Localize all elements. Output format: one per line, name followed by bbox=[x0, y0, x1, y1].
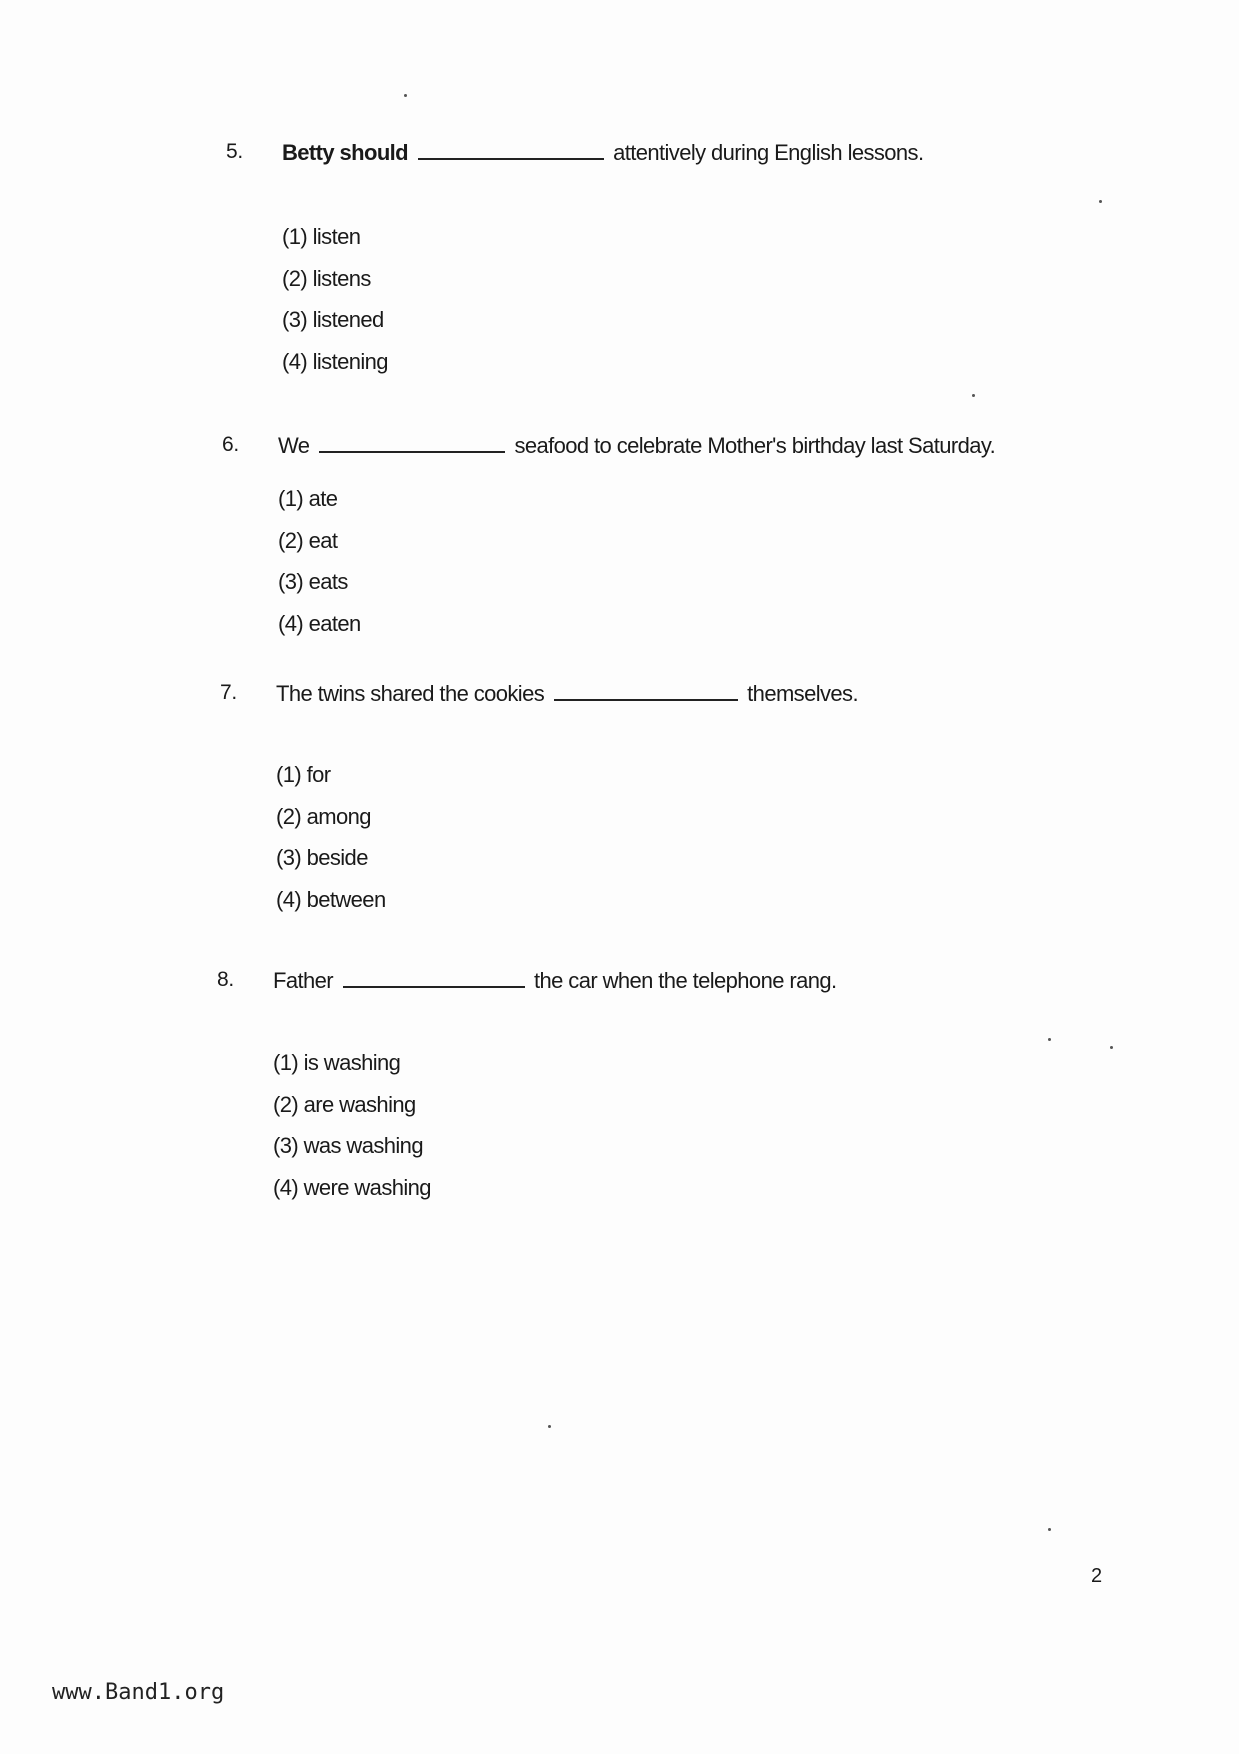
options-list bbox=[278, 484, 361, 650]
question-number: 7. bbox=[220, 681, 237, 704]
options-list bbox=[282, 222, 388, 388]
watermark: www.Band1.org bbox=[52, 1680, 225, 1705]
stem-after: seafood to celebrate Mother's birthday last Saturday. bbox=[514, 433, 996, 458]
option-1: (1) listen bbox=[282, 224, 361, 249]
stem-after: themselves. bbox=[747, 681, 858, 706]
question-stem bbox=[278, 433, 995, 459]
scan-speck bbox=[972, 394, 975, 397]
option-3: (3) eats bbox=[278, 569, 348, 594]
option-3: (3) beside bbox=[276, 845, 368, 870]
option-3: (3) was washing bbox=[273, 1133, 423, 1158]
answer-blank bbox=[554, 697, 738, 701]
option-1: (1) is washing bbox=[273, 1050, 401, 1075]
stem-before: Betty should bbox=[282, 140, 409, 165]
question-number: 8. bbox=[217, 968, 234, 991]
answer-blank bbox=[319, 449, 505, 453]
options-list bbox=[276, 760, 386, 926]
answer-blank bbox=[418, 156, 604, 160]
option-2: (2) listens bbox=[282, 265, 371, 291]
option-4: (4) were washing bbox=[273, 1174, 431, 1200]
scan-speck bbox=[548, 1425, 551, 1428]
options-list bbox=[273, 1048, 431, 1214]
option-4: (4) between bbox=[276, 886, 386, 912]
stem-before: The twins shared the cookies bbox=[276, 681, 545, 706]
scan-speck bbox=[1048, 1528, 1051, 1531]
option-1: (1) for bbox=[276, 762, 331, 787]
stem-before: Father bbox=[273, 968, 333, 993]
scan-speck bbox=[1099, 200, 1102, 203]
option-2: (2) are washing bbox=[273, 1091, 416, 1117]
option-1: (1) ate bbox=[278, 486, 338, 511]
option-4: (4) listening bbox=[282, 348, 388, 374]
scan-speck bbox=[1048, 1038, 1051, 1041]
answer-blank bbox=[343, 984, 525, 988]
question-number: 6. bbox=[222, 433, 239, 456]
question-stem bbox=[276, 681, 858, 707]
option-4: (4) eaten bbox=[278, 610, 361, 636]
stem-after: attentively during English lessons. bbox=[613, 140, 924, 165]
page-number: 2 bbox=[1091, 1565, 1103, 1587]
question-number: 5. bbox=[226, 140, 243, 163]
option-2: (2) eat bbox=[278, 527, 338, 553]
option-3: (3) listened bbox=[282, 307, 384, 332]
option-2: (2) among bbox=[276, 803, 371, 829]
question-stem bbox=[273, 968, 837, 994]
question-stem bbox=[282, 140, 923, 166]
stem-after: the car when the telephone rang. bbox=[534, 968, 837, 993]
scan-speck bbox=[404, 94, 407, 97]
stem-before: We bbox=[278, 433, 310, 458]
scan-speck bbox=[1110, 1046, 1113, 1049]
